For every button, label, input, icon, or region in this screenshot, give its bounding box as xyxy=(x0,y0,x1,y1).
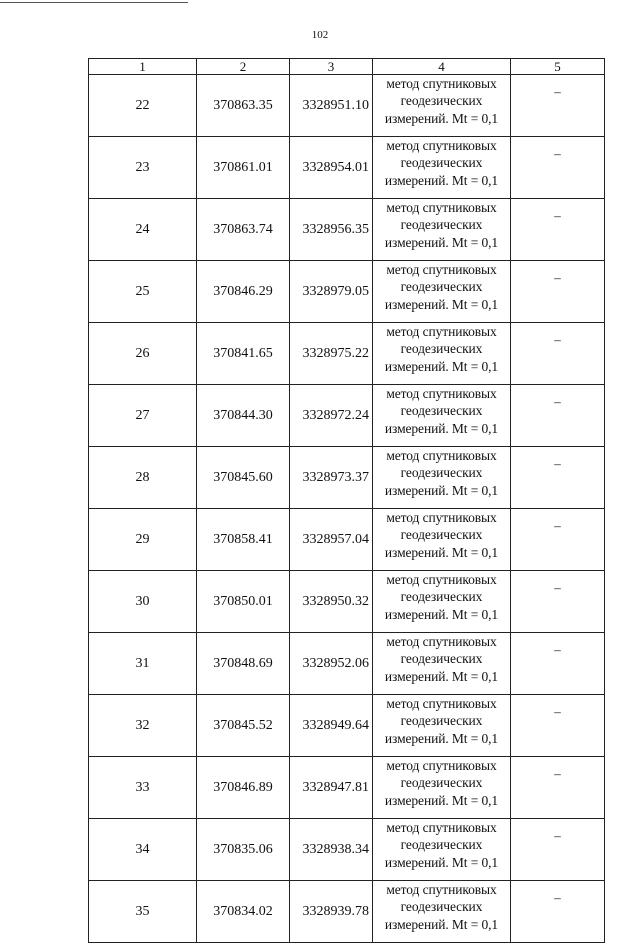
table-row xyxy=(89,695,605,757)
method-line: измерений. Mt = 0,1 xyxy=(384,916,499,932)
note-cell xyxy=(511,385,605,447)
note-dash: – xyxy=(554,766,561,781)
method-line: геодезических xyxy=(400,155,483,171)
method-line: измерений. Mt = 0,1 xyxy=(384,482,499,498)
note-dash: – xyxy=(554,890,561,905)
method-line: метод спутниковых xyxy=(386,572,497,587)
note-dash: – xyxy=(554,394,561,409)
method-line: геодезических xyxy=(400,651,483,667)
table-row xyxy=(89,509,605,571)
note-dash: – xyxy=(554,518,561,533)
method-line: метод спутниковых xyxy=(386,758,497,773)
column-header-2: 2 xyxy=(197,59,290,75)
method-line: геодезических xyxy=(400,465,483,481)
method-line: геодезических xyxy=(400,775,483,791)
x-coordinate-cell: 370858.41 xyxy=(197,509,290,571)
note-cell xyxy=(511,137,605,199)
note-cell xyxy=(511,75,605,137)
point-number-cell: 22 xyxy=(89,75,197,137)
point-number-cell: 33 xyxy=(89,757,197,819)
method-line: метод спутниковых xyxy=(386,200,497,215)
method-line: измерений. Mt = 0,1 xyxy=(384,792,499,808)
method-line: геодезических xyxy=(400,93,483,109)
table-row xyxy=(89,385,605,447)
note-dash: – xyxy=(554,146,561,161)
method-cell xyxy=(373,385,511,447)
y-coordinate-cell: 3328973.37 xyxy=(290,447,373,509)
y-coordinate-cell: 3328957.04 xyxy=(290,509,373,571)
point-number-cell: 25 xyxy=(89,261,197,323)
point-number-cell: 27 xyxy=(89,385,197,447)
y-coordinate-cell: 3328956.35 xyxy=(290,199,373,261)
column-header-3: 3 xyxy=(290,59,373,75)
point-number-cell: 28 xyxy=(89,447,197,509)
x-coordinate-cell: 370834.02 xyxy=(197,881,290,943)
x-coordinate-cell: 370841.65 xyxy=(197,323,290,385)
method-cell xyxy=(373,757,511,819)
y-coordinate-cell: 3328972.24 xyxy=(290,385,373,447)
point-number-cell: 26 xyxy=(89,323,197,385)
method-line: геодезических xyxy=(400,217,483,233)
x-coordinate-cell: 370845.60 xyxy=(197,447,290,509)
y-coordinate-cell: 3328939.78 xyxy=(290,881,373,943)
method-line: измерений. Mt = 0,1 xyxy=(384,296,499,312)
note-dash: – xyxy=(554,828,561,843)
note-dash: – xyxy=(554,456,561,471)
method-line: измерений. Mt = 0,1 xyxy=(384,172,499,188)
method-cell xyxy=(373,199,511,261)
note-cell xyxy=(511,819,605,881)
method-cell xyxy=(373,695,511,757)
method-line: метод спутниковых xyxy=(386,634,497,649)
method-line: метод спутниковых xyxy=(386,696,497,711)
method-line: метод спутниковых xyxy=(386,510,497,525)
x-coordinate-cell: 370863.74 xyxy=(197,199,290,261)
note-dash: – xyxy=(554,704,561,719)
note-cell xyxy=(511,199,605,261)
method-line: метод спутниковых xyxy=(386,324,497,339)
method-line: геодезических xyxy=(400,279,483,295)
table-row xyxy=(89,819,605,881)
point-number-cell: 34 xyxy=(89,819,197,881)
note-dash: – xyxy=(554,332,561,347)
method-line: метод спутниковых xyxy=(386,882,497,897)
y-coordinate-cell: 3328947.81 xyxy=(290,757,373,819)
y-coordinate-cell: 3328938.34 xyxy=(290,819,373,881)
note-cell xyxy=(511,633,605,695)
x-coordinate-cell: 370861.01 xyxy=(197,137,290,199)
method-cell xyxy=(373,261,511,323)
point-number-cell: 32 xyxy=(89,695,197,757)
method-cell xyxy=(373,881,511,943)
coordinates-table xyxy=(88,58,605,943)
method-line: метод спутниковых xyxy=(386,138,497,153)
method-line: геодезических xyxy=(400,899,483,915)
note-cell xyxy=(511,881,605,943)
method-cell xyxy=(373,75,511,137)
table-row xyxy=(89,447,605,509)
method-line: измерений. Mt = 0,1 xyxy=(384,544,499,560)
method-line: метод спутниковых xyxy=(386,76,497,91)
method-line: геодезических xyxy=(400,589,483,605)
column-header-5: 5 xyxy=(511,59,605,75)
note-cell xyxy=(511,323,605,385)
method-cell xyxy=(373,447,511,509)
y-coordinate-cell: 3328950.32 xyxy=(290,571,373,633)
method-line: метод спутниковых xyxy=(386,820,497,835)
method-line: метод спутниковых xyxy=(386,386,497,401)
method-line: геодезических xyxy=(400,403,483,419)
note-dash: – xyxy=(554,270,561,285)
method-line: измерений. Mt = 0,1 xyxy=(384,358,499,374)
table-row xyxy=(89,571,605,633)
note-dash: – xyxy=(554,580,561,595)
note-cell xyxy=(511,447,605,509)
x-coordinate-cell: 370846.29 xyxy=(197,261,290,323)
point-number-cell: 24 xyxy=(89,199,197,261)
top-rule xyxy=(0,2,188,3)
note-dash: – xyxy=(554,642,561,657)
table-row xyxy=(89,137,605,199)
note-cell xyxy=(511,757,605,819)
x-coordinate-cell: 370844.30 xyxy=(197,385,290,447)
y-coordinate-cell: 3328952.06 xyxy=(290,633,373,695)
table-row xyxy=(89,199,605,261)
table-row xyxy=(89,881,605,943)
table-row xyxy=(89,757,605,819)
method-line: метод спутниковых xyxy=(386,448,497,463)
column-header-4: 4 xyxy=(373,59,511,75)
method-cell xyxy=(373,819,511,881)
note-cell xyxy=(511,261,605,323)
column-header-1: 1 xyxy=(89,59,197,75)
table-body xyxy=(89,59,605,943)
note-dash: – xyxy=(554,84,561,99)
y-coordinate-cell: 3328951.10 xyxy=(290,75,373,137)
point-number-cell: 29 xyxy=(89,509,197,571)
method-cell xyxy=(373,571,511,633)
y-coordinate-cell: 3328979.05 xyxy=(290,261,373,323)
method-line: измерений. Mt = 0,1 xyxy=(384,420,499,436)
x-coordinate-cell: 370846.89 xyxy=(197,757,290,819)
method-cell xyxy=(373,633,511,695)
table-row xyxy=(89,261,605,323)
note-dash: – xyxy=(554,208,561,223)
point-number-cell: 35 xyxy=(89,881,197,943)
table-row xyxy=(89,323,605,385)
point-number-cell: 23 xyxy=(89,137,197,199)
x-coordinate-cell: 370850.01 xyxy=(197,571,290,633)
method-line: геодезических xyxy=(400,341,483,357)
note-cell xyxy=(511,509,605,571)
method-line: измерений. Mt = 0,1 xyxy=(384,854,499,870)
note-cell xyxy=(511,695,605,757)
x-coordinate-cell: 370863.35 xyxy=(197,75,290,137)
method-line: геодезических xyxy=(400,713,483,729)
method-line: измерений. Mt = 0,1 xyxy=(384,110,499,126)
method-line: измерений. Mt = 0,1 xyxy=(384,606,499,622)
table-row xyxy=(89,75,605,137)
y-coordinate-cell: 3328949.64 xyxy=(290,695,373,757)
method-line: геодезических xyxy=(400,837,483,853)
table-header-row xyxy=(89,59,605,75)
table-row xyxy=(89,633,605,695)
method-cell xyxy=(373,137,511,199)
note-cell xyxy=(511,571,605,633)
method-cell xyxy=(373,509,511,571)
page-number: 102 xyxy=(311,29,329,41)
x-coordinate-cell: 370835.06 xyxy=(197,819,290,881)
point-number-cell: 31 xyxy=(89,633,197,695)
y-coordinate-cell: 3328975.22 xyxy=(290,323,373,385)
method-line: метод спутниковых xyxy=(386,262,497,277)
method-line: геодезических xyxy=(400,527,483,543)
y-coordinate-cell: 3328954.01 xyxy=(290,137,373,199)
method-line: измерений. Mt = 0,1 xyxy=(384,730,499,746)
point-number-cell: 30 xyxy=(89,571,197,633)
x-coordinate-cell: 370848.69 xyxy=(197,633,290,695)
method-cell xyxy=(373,323,511,385)
method-line: измерений. Mt = 0,1 xyxy=(384,668,499,684)
method-line: измерений. Mt = 0,1 xyxy=(384,234,499,250)
x-coordinate-cell: 370845.52 xyxy=(197,695,290,757)
